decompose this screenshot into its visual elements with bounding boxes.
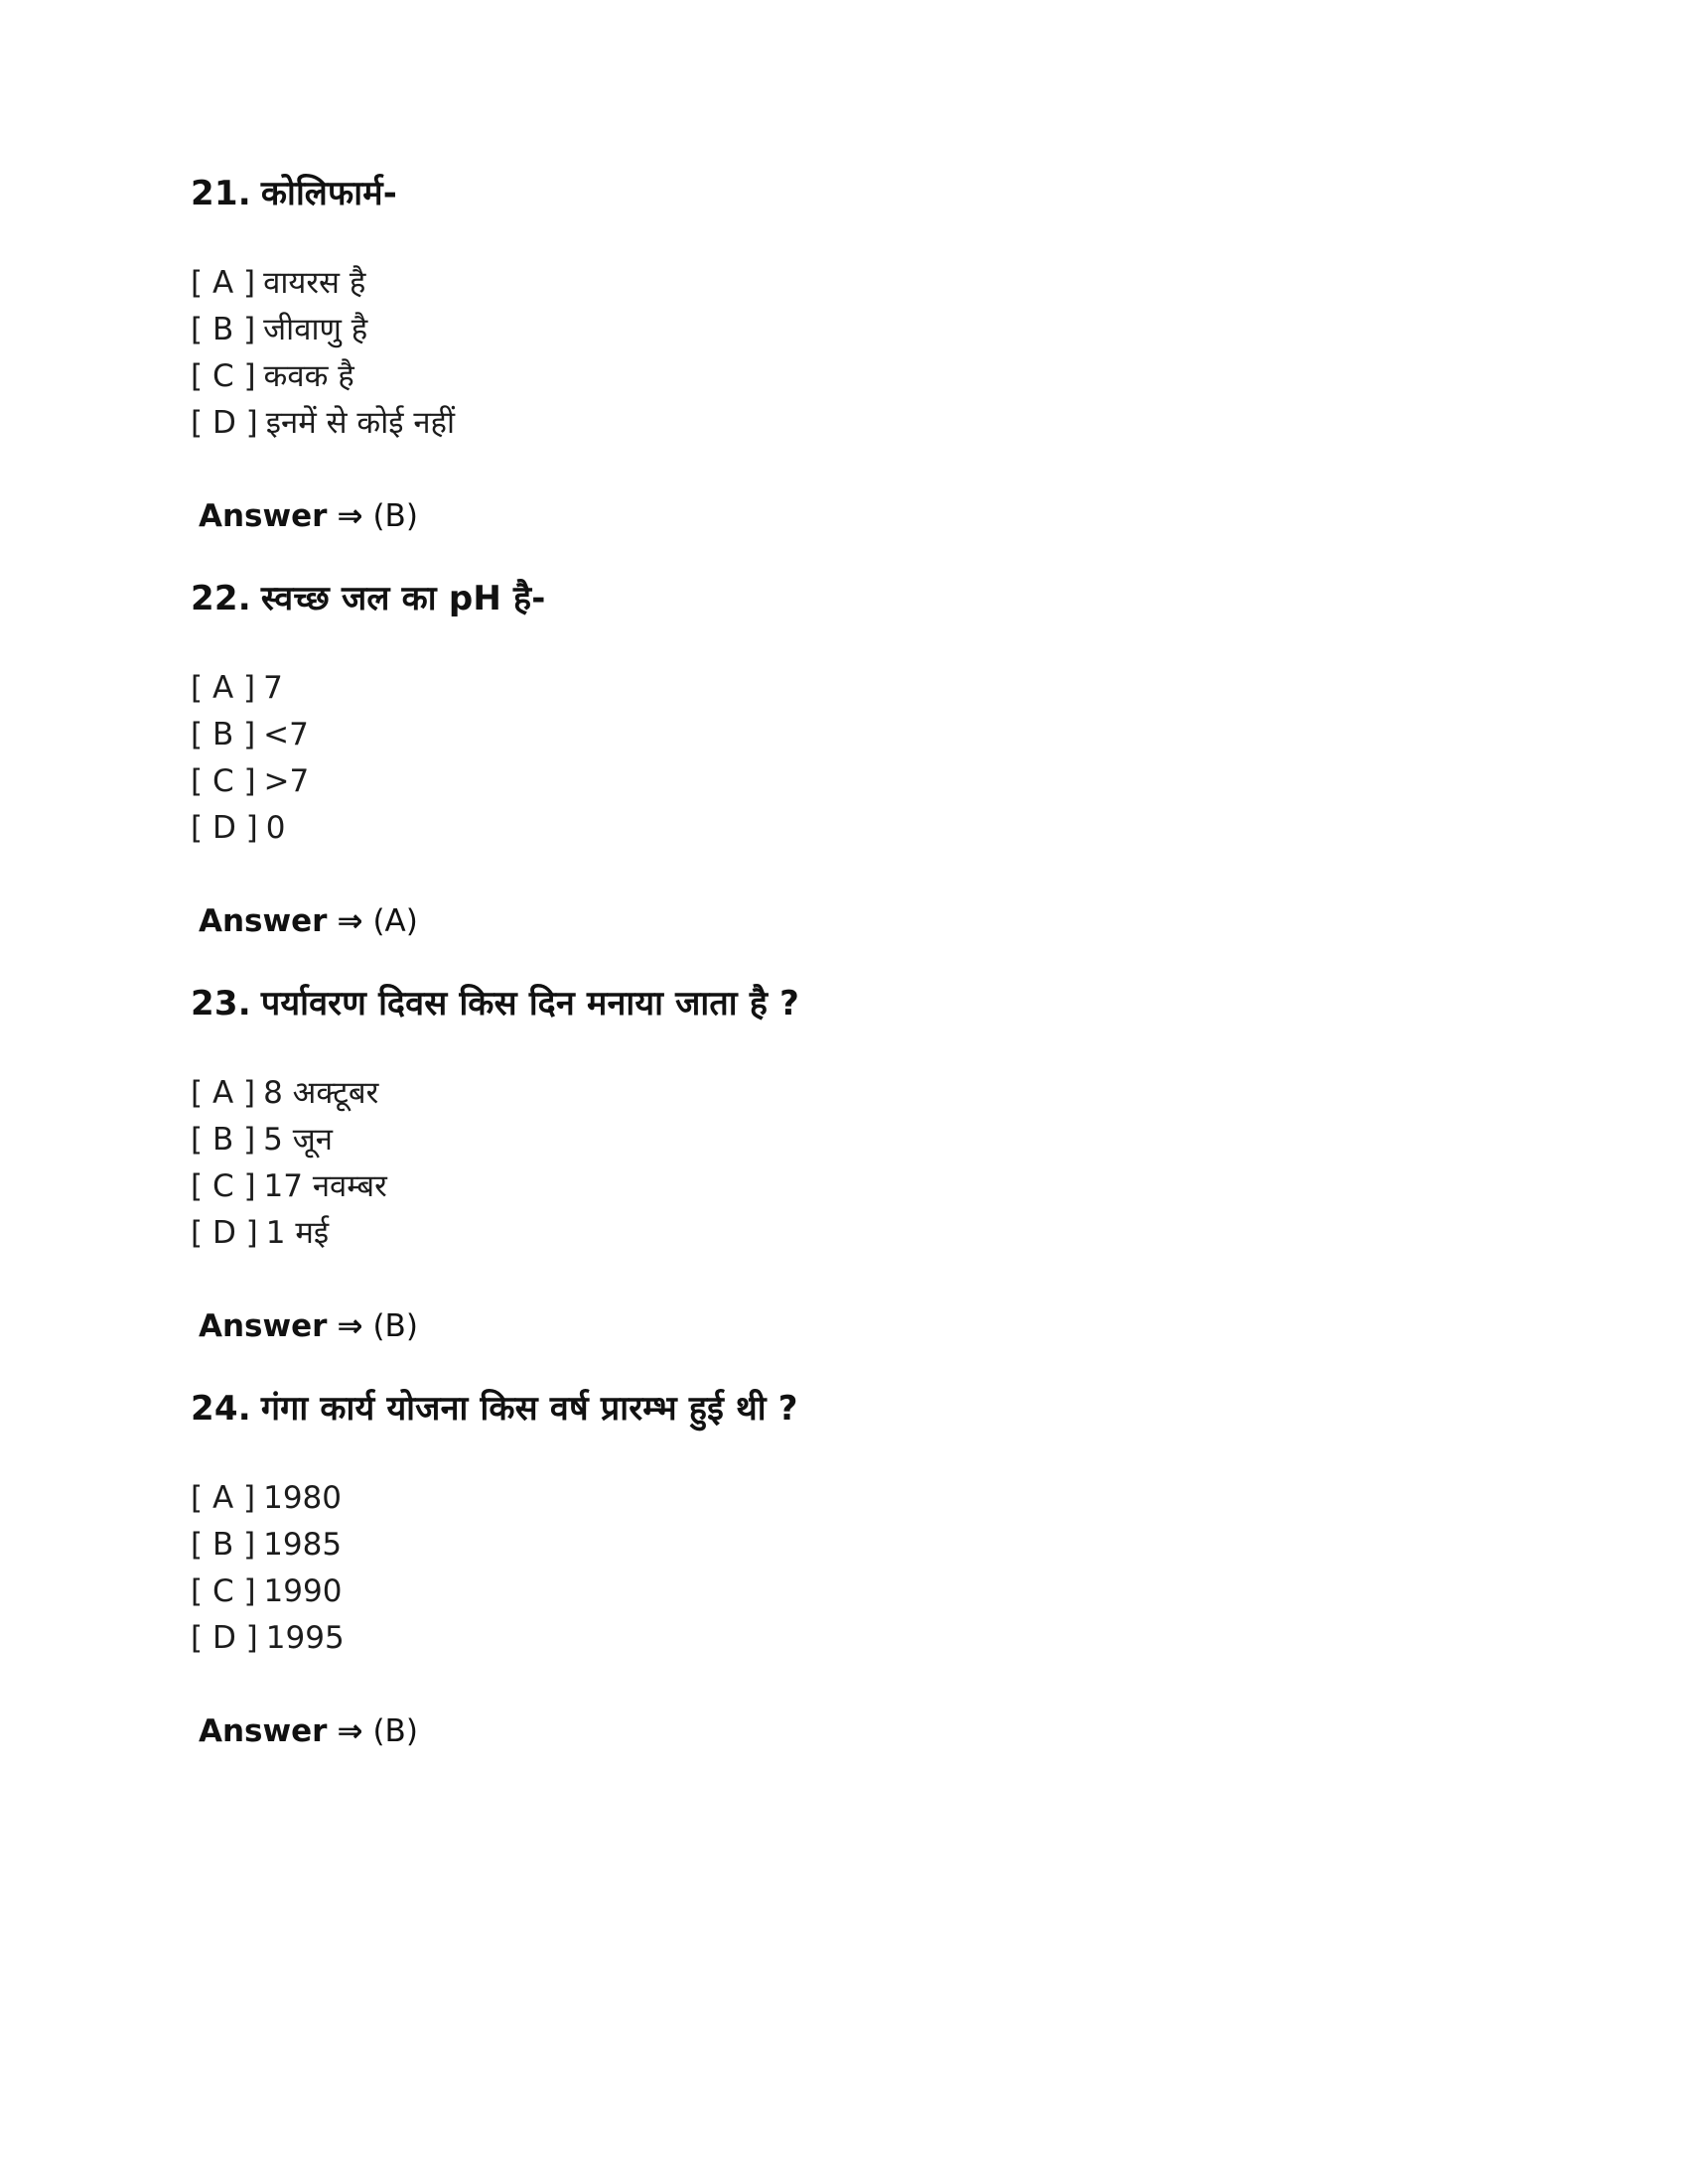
option-c <box>191 1163 1569 1210</box>
options-list <box>191 1475 1569 1662</box>
question-text: पर्यावरण दिवस किस दिन मनाया जाता है ? <box>260 984 800 1024</box>
options-list <box>191 665 1569 852</box>
option-text: 1980 <box>263 1480 343 1516</box>
option-text: <7 <box>263 717 309 752</box>
option-label: [ D ] <box>191 810 258 846</box>
option-text: इनमें से कोई नहीं <box>265 405 456 441</box>
arrow-icon: ⇒ <box>337 498 363 534</box>
option-a <box>191 1475 1569 1522</box>
question-text: गंगा कार्य योजना किस वर्ष प्रारम्भ हुई थी ? <box>260 1389 798 1429</box>
answer-line <box>191 498 1569 534</box>
option-c <box>191 758 1569 805</box>
option-text: 7 <box>263 670 283 706</box>
option-d <box>191 1615 1569 1662</box>
option-b <box>191 1117 1569 1163</box>
option-label: [ C ] <box>191 358 256 394</box>
option-a <box>191 665 1569 712</box>
question-text: कोलिफार्म- <box>260 174 398 213</box>
option-b <box>191 307 1569 353</box>
answer-line <box>191 1713 1569 1749</box>
option-text: 1 मई <box>265 1215 330 1251</box>
answer-label: Answer <box>199 1308 328 1344</box>
arrow-icon: ⇒ <box>337 1713 363 1749</box>
option-label: [ C ] <box>191 1168 256 1204</box>
question-title <box>191 1384 1569 1430</box>
answer-label: Answer <box>199 903 328 939</box>
option-c <box>191 1569 1569 1615</box>
answer-value: (B) <box>372 498 418 534</box>
arrow-icon: ⇒ <box>337 903 363 939</box>
option-label: [ D ] <box>191 1215 258 1251</box>
option-label: [ A ] <box>191 265 256 301</box>
option-text: 17 नवम्बर <box>263 1168 387 1204</box>
option-a <box>191 1070 1569 1117</box>
option-b <box>191 1522 1569 1569</box>
option-text: कवक है <box>263 358 354 394</box>
option-label: [ A ] <box>191 1075 256 1111</box>
option-d <box>191 805 1569 852</box>
question-title <box>191 574 1569 619</box>
option-c <box>191 353 1569 400</box>
option-a <box>191 260 1569 307</box>
options-list <box>191 260 1569 447</box>
answer-label: Answer <box>199 498 328 534</box>
option-text: >7 <box>263 763 310 799</box>
option-text: 1985 <box>263 1527 343 1563</box>
option-d <box>191 400 1569 447</box>
option-text: 8 अक्टूबर <box>263 1075 379 1111</box>
option-text: वायरस है <box>263 265 366 301</box>
arrow-icon: ⇒ <box>337 1308 363 1344</box>
option-label: [ D ] <box>191 405 258 441</box>
option-label: [ B ] <box>191 1527 256 1563</box>
question-number: 21. <box>191 174 251 213</box>
question-number: 22. <box>191 579 251 618</box>
question-number: 23. <box>191 984 251 1024</box>
option-label: [ B ] <box>191 717 256 752</box>
option-text: 5 जून <box>263 1122 333 1158</box>
option-text: 1990 <box>263 1573 343 1609</box>
question-number: 24. <box>191 1389 251 1429</box>
answer-label: Answer <box>199 1713 328 1749</box>
option-label: [ B ] <box>191 1122 256 1158</box>
option-label: [ A ] <box>191 1480 256 1516</box>
question-title <box>191 169 1569 214</box>
answer-value: (B) <box>372 1308 418 1344</box>
option-text: 1995 <box>265 1620 345 1656</box>
option-text: 0 <box>265 810 286 846</box>
option-label: [ D ] <box>191 1620 258 1656</box>
option-label: [ C ] <box>191 1573 256 1609</box>
option-label: [ A ] <box>191 670 256 706</box>
question-block-24 <box>191 1384 1569 1749</box>
question-title <box>191 979 1569 1024</box>
question-block-21 <box>191 169 1569 534</box>
option-label: [ B ] <box>191 312 256 347</box>
option-text: जीवाणु है <box>263 312 368 347</box>
answer-line <box>191 903 1569 939</box>
option-label: [ C ] <box>191 763 256 799</box>
option-b <box>191 712 1569 758</box>
options-list <box>191 1070 1569 1257</box>
answer-value: (A) <box>372 903 418 939</box>
question-block-22 <box>191 574 1569 939</box>
answer-line <box>191 1308 1569 1344</box>
answer-value: (B) <box>372 1713 418 1749</box>
question-block-23 <box>191 979 1569 1344</box>
question-text: स्वच्छ जल का pH है- <box>260 579 546 618</box>
option-d <box>191 1210 1569 1257</box>
